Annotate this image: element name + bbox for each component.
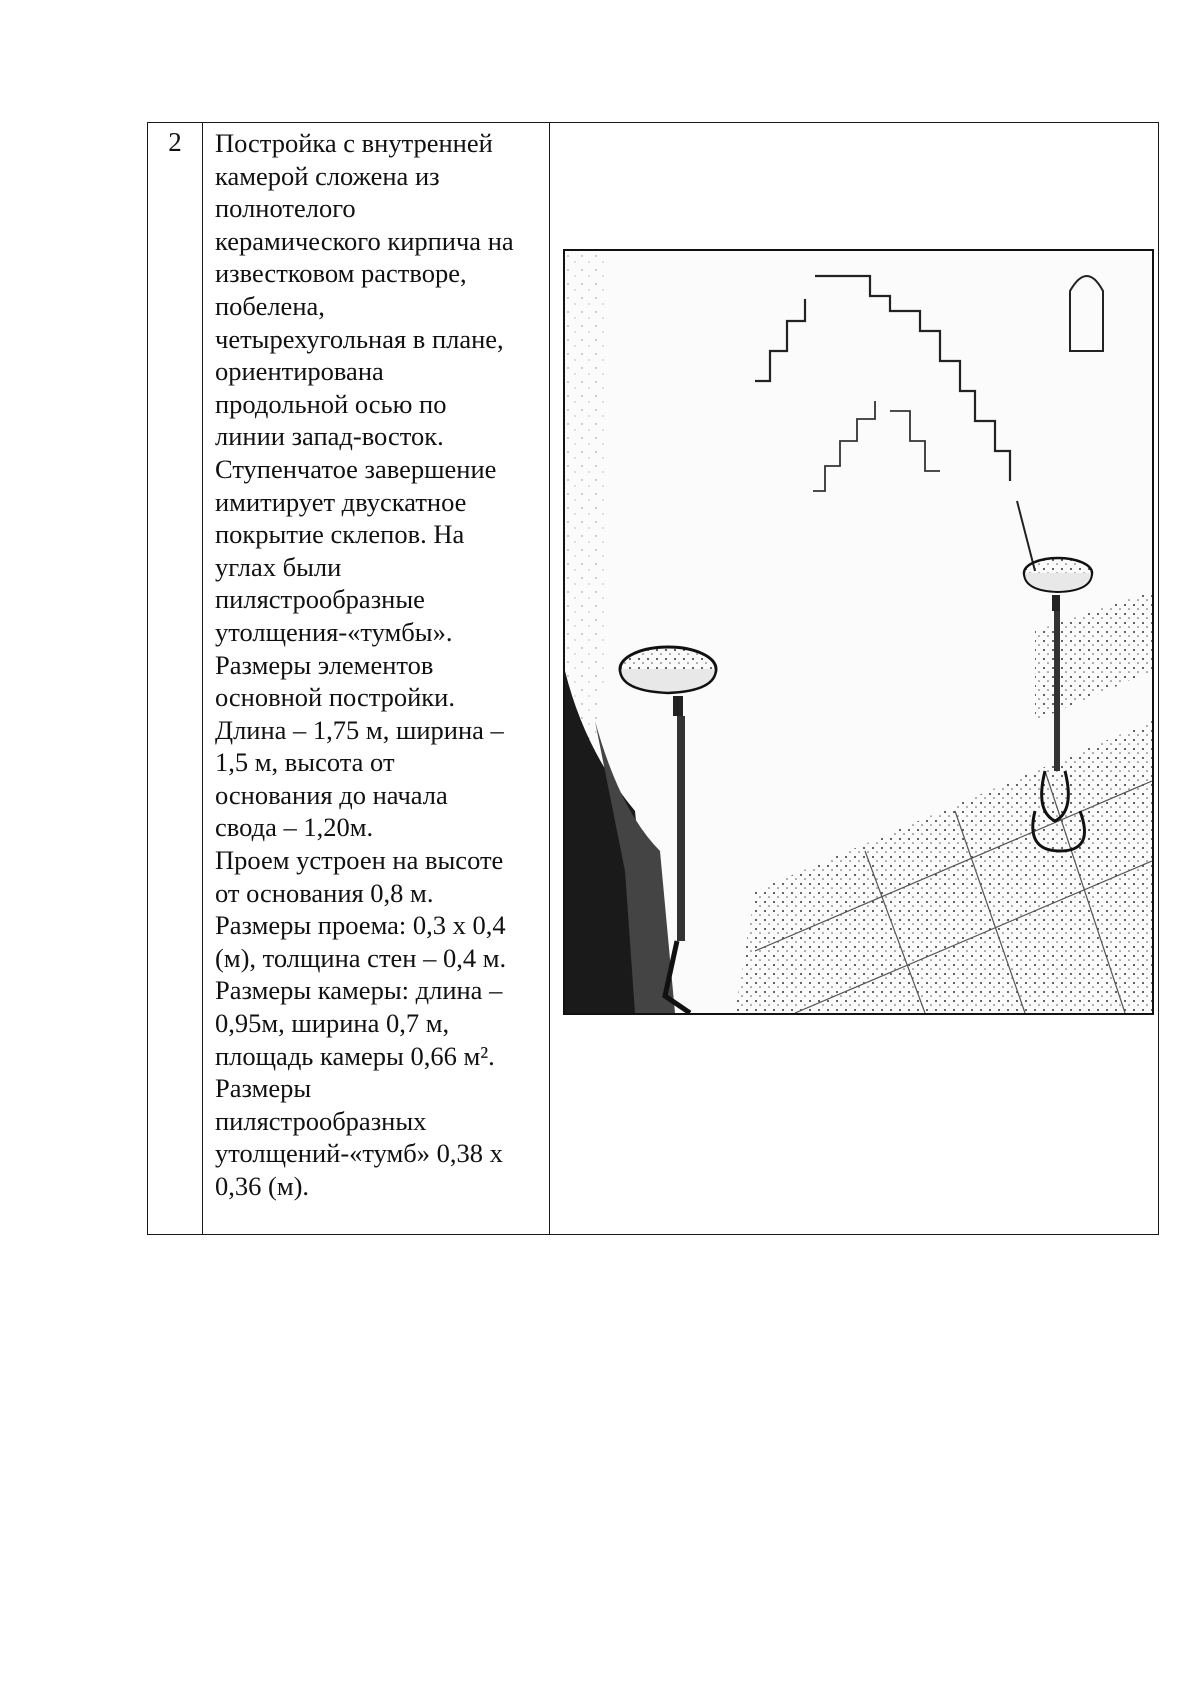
description-line: четырехугольная в плане, [215,323,504,354]
description-line: покрытие склепов. На [215,519,465,550]
description-line: камерой сложена из [215,160,440,191]
description-line: утолщений-«тумб» 0,38 х [215,1138,503,1169]
description-line: Длина – 1,75 м, ширина – [215,714,504,745]
description-line: Размеры проема: 0,3 х 0,4 [215,910,506,941]
description-line: имитирует двускатное [215,486,467,517]
description-line: 1,5 м, высота от [215,747,395,778]
description-line: 0,36 (м). [215,1171,310,1201]
description-line: пилястрообразных [215,1105,427,1136]
description-line: углах были [215,551,342,582]
description-line: свода – 1,20м. [215,812,374,843]
row-number: 2 [168,127,182,157]
photo-illustration [565,251,1152,1013]
description-line: полнотелого [215,193,356,224]
description-line: (м), толщина стен – 0,4 м. [215,942,507,973]
description-cell [203,123,550,1235]
description-line: Постройка с внутренней [215,128,493,158]
description-line: Ступенчатое завершение [215,453,497,484]
description-line: пилястрообразные [215,584,425,615]
description-line: Размеры элементов [215,649,434,680]
description-line: ориентирована [215,356,384,387]
description-line: основания до начала [215,779,448,810]
description-line: утолщения-«тумбы». [215,616,453,647]
structure-photo [563,249,1154,1015]
description-line: линии запад-восток. [215,421,444,452]
description-line: Размеры камеры: длина – [215,975,503,1006]
description-line: площадь камеры 0,66 м². [215,1040,495,1071]
row-number-cell [148,123,203,1235]
description-line: продольной осью по [215,388,447,419]
description-line: Размеры [215,1073,312,1104]
description-text [203,123,549,1203]
description-line: от основания 0,8 м. [215,877,434,908]
description-line: 0,95м, ширина 0,7 м, [215,1008,450,1039]
description-line: Проем устроен на высоте [215,845,504,876]
description-line: побелена, [215,290,325,321]
description-line: известковом растворе, [215,258,467,289]
description-line: основной постройки. [215,682,455,713]
description-line: керамического кирпича на [215,225,514,256]
